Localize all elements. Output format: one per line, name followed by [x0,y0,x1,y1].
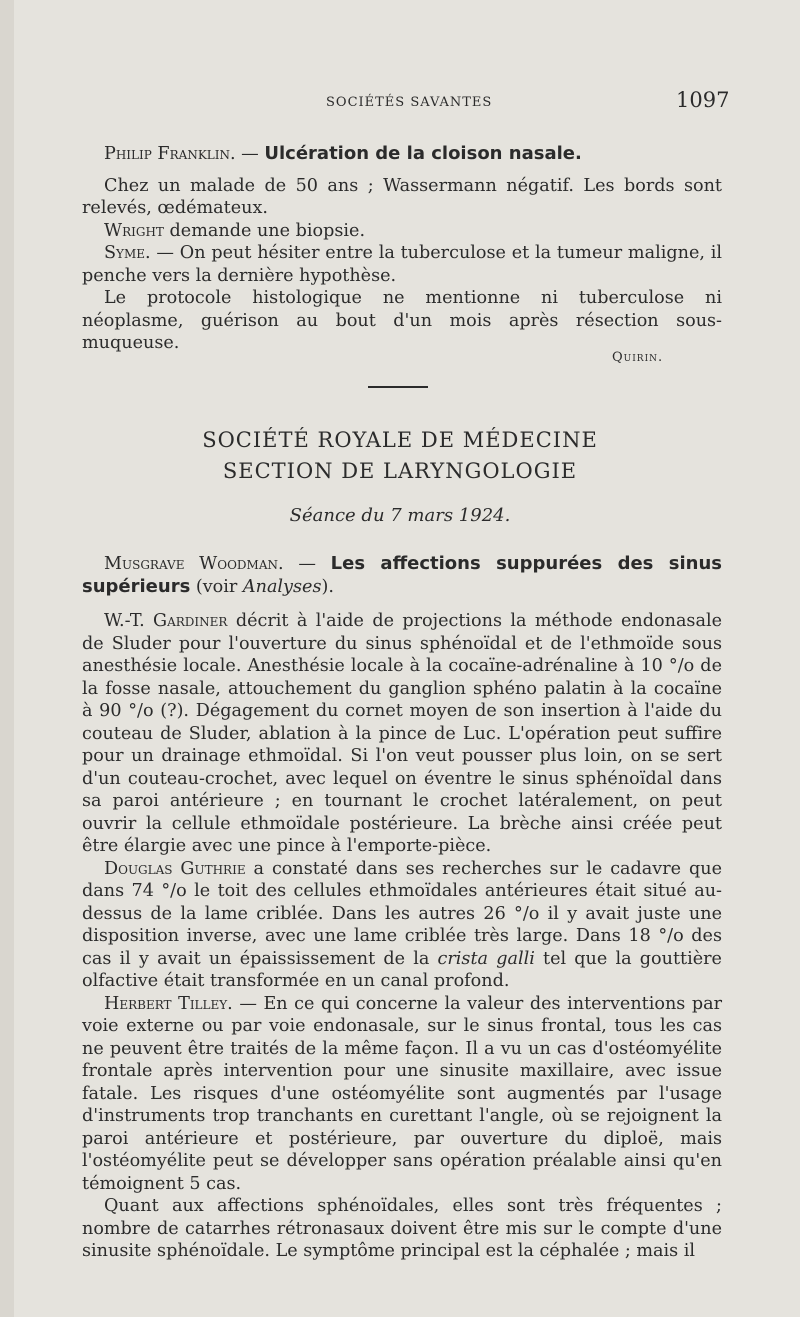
paragraph: Quant aux affections sphénoïdales, elles sont très fréquentes ; nombre de catarrhes rétronasaux doivent être mis sur le compte d'une sinusite sphénoïdale. Le symptôme principal est la céphalée ; mais il [82,1196,722,1261]
paragraph-text: — En ce qui concerne la valeur des interventions par voie externe ou par voie endonasale, sur le sinus frontal, tous les cas ne peuvent être traités de la même façon. Il a vu un cas d'ostéomyélite frontale après intervention pour une sinusite maxillaire, avec issue fatale. Les risques d'une ostéomyélite sont augmentés par l'usage d'instruments trop tranchants en curettant l'angle, où se rejoignent la paroi antérieure et postérieure, par ouverture du diploë, mais l'ostéomyélite peut se développer sans opération préalable ainsi qu'en témoignent 5 cas. [82,993,723,1194]
paragraph [82,220,722,243]
reference: Analyses [242,576,322,597]
paragraph-text: a constaté dans ses recherches sur le cadavre que dans 74 °/o le toit des cellules ethmoïdales antérieures était situé au-dessus de la lame criblée. Dans les autres 26 °/o il y avait juste une disposition inverse, avec une lame criblée très large. Dans 18 °/o des cas il y avait un épaississement de la [82,858,722,969]
speaker-name: W.-T. Gardiner [104,611,228,631]
paragraph-text: demande une biopsie. [163,220,366,241]
paragraph [82,993,722,1196]
reference-open: (voir [190,576,243,597]
page-number: 1097 [676,88,730,112]
paragraph [82,610,722,858]
case-heading [104,143,722,166]
signature: Quirin. [612,350,664,365]
paragraph: Chez un malade de 50 ans ; Wassermann négatif. Les bords sont relevés, œdémateux. [82,175,722,218]
case-title: Les affections suppurées des sinus supérieurs [82,553,723,597]
author-name: Musgrave Woodman. [104,554,284,574]
section-subtitle: SECTION DE LARYNGOLOGIE [222,459,578,483]
paragraph: Le protocole histologique ne mentionne ni tuberculose ni néoplasme, guérison au bout d'un mois après résection sous-muqueuse. [82,288,722,353]
society-title: SOCIÉTÉ ROYALE DE MÉDECINE [202,428,598,452]
session-date: Séance du 7 mars 1924. [289,505,511,526]
paragraph [82,858,722,993]
case-franklin [82,143,722,355]
paragraph [82,242,722,287]
speaker-name: Herbert Tilley. [104,993,233,1014]
speaker-name: Syme. [104,243,151,263]
paragraph-text: tel que la gouttière olfactive était transformée en un canal profond. [82,948,722,991]
running-header: SOCIÉTÉS SAVANTES [326,95,493,110]
author-name: Philip Franklin. [104,144,236,164]
heading-dash: — [283,554,331,574]
reference-close: ). [321,576,334,597]
paragraph-text: décrit à l'aide de projections la méthode endonasale de Sluder pour l'ouverture du sinus sphénoïdal et de l'ethmoïde sous anesthésie locale. Anesthésie locale à la cocaïne-adrénaline à 10 °/o de la fosse nasale, attouchement du ganglion sphéno palatin à la cocaïne à 90 °/o (?). Dégagement du cornet moyen de son insertion à l'aide du couteau de Sluder, ablation à la pince de Luc. L'opération peut suffire pour un drainage ethmoïdal. Si l'on veut pousser plus loin, on se sert d'un couteau-crochet, avec lequel on éventre le sinus sphénoïdal dans sa paroi antérieure ; en tournant le crochet latéralement, on peut ouvrir la cellule ethmoïdale postérieure. La brèche ainsi créée peut être élargie avec une pince à l'emporte-pièce. [82,611,722,856]
section-divider [368,386,428,388]
latin-term: crista galli [437,948,535,969]
speaker-name: Wright [104,220,164,241]
case-heading [82,553,722,598]
case-woodman [82,553,722,1263]
speaker-name: Douglas Guthrie [104,858,246,879]
case-title: Ulcération de la cloison nasale. [264,143,582,164]
heading-dash: — [235,144,265,164]
paragraph-text: — On peut hésiter entre la tuberculose et la tumeur maligne, il penche vers la dernière hypothèse. [82,243,722,286]
